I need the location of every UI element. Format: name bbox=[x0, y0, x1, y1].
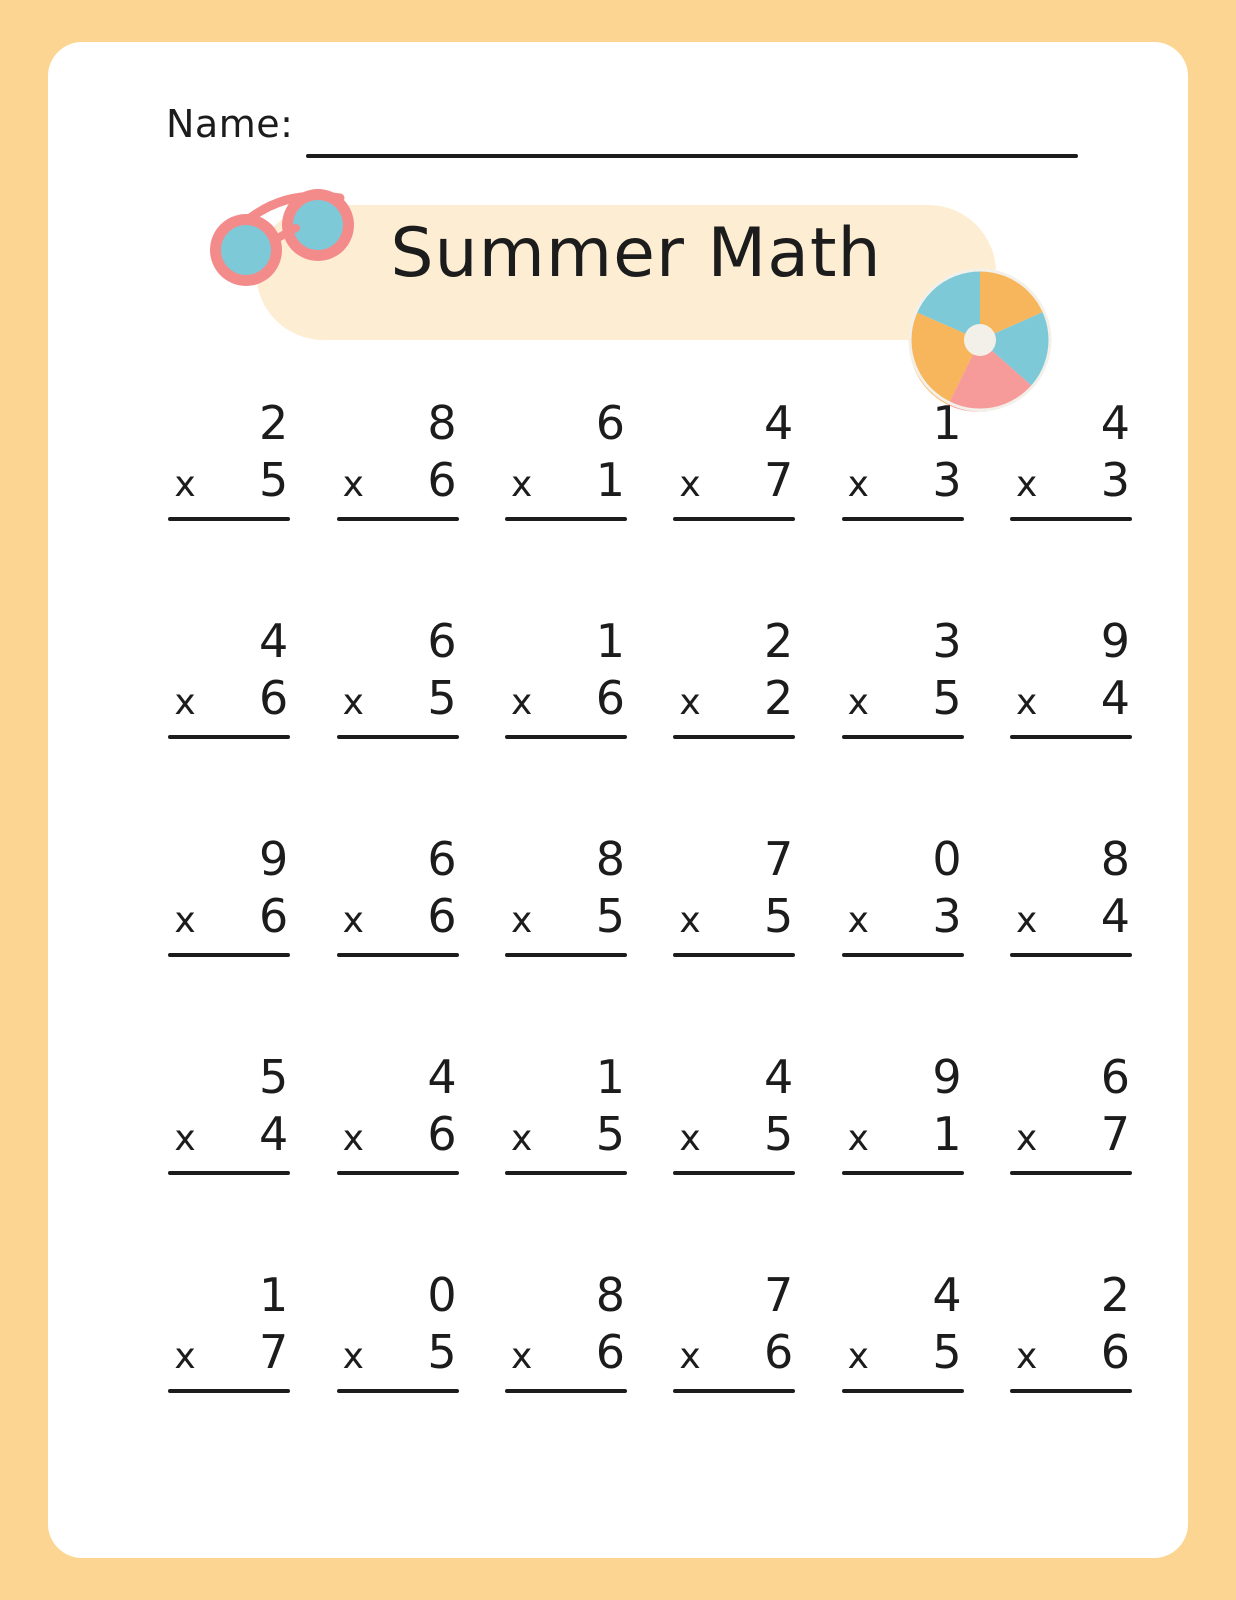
problem-top-number: 0 bbox=[427, 1268, 457, 1322]
problem-bottom-number: 7 bbox=[1100, 1107, 1130, 1161]
problem-top-number: 2 bbox=[1100, 1268, 1130, 1322]
problem-body bbox=[1010, 612, 1132, 739]
math-problem bbox=[649, 1266, 817, 1484]
problem-bottom-row bbox=[505, 452, 627, 513]
answer-line[interactable] bbox=[505, 517, 627, 521]
problem-bottom-number: 1 bbox=[595, 453, 625, 507]
problem-body bbox=[505, 1048, 627, 1175]
multiply-operator: x bbox=[174, 464, 196, 505]
problem-body bbox=[1010, 830, 1132, 957]
problem-bottom-row bbox=[337, 1324, 459, 1385]
problem-body bbox=[505, 394, 627, 521]
problem-bottom-number: 2 bbox=[764, 671, 794, 725]
problem-bottom-row bbox=[337, 452, 459, 513]
multiply-operator: x bbox=[679, 464, 701, 505]
problem-bottom-row bbox=[673, 452, 795, 513]
problem-bottom-row bbox=[1010, 670, 1132, 731]
answer-line[interactable] bbox=[673, 517, 795, 521]
multiply-operator: x bbox=[679, 1336, 701, 1377]
name-write-line[interactable] bbox=[306, 154, 1078, 158]
page-title: Summer Math bbox=[390, 214, 882, 293]
problem-top-number: 8 bbox=[1100, 832, 1130, 886]
multiply-operator: x bbox=[847, 1118, 869, 1159]
math-problem bbox=[481, 612, 649, 830]
problem-bottom-number: 6 bbox=[595, 1325, 625, 1379]
multiply-operator: x bbox=[510, 900, 533, 941]
answer-line[interactable] bbox=[337, 1389, 459, 1393]
problem-bottom-row bbox=[1010, 452, 1132, 513]
math-problem bbox=[649, 394, 817, 612]
answer-line[interactable] bbox=[168, 735, 290, 739]
multiply-operator: x bbox=[342, 900, 364, 941]
math-problem bbox=[986, 394, 1154, 612]
answer-line[interactable] bbox=[673, 735, 795, 739]
answer-line[interactable] bbox=[337, 517, 459, 521]
answer-line[interactable] bbox=[505, 1389, 627, 1393]
problem-bottom-row bbox=[1010, 1106, 1132, 1167]
problem-body bbox=[168, 1048, 290, 1175]
multiply-operator: x bbox=[342, 682, 364, 723]
math-problem bbox=[312, 1266, 480, 1484]
problem-top-number: 3 bbox=[932, 614, 962, 668]
problem-body bbox=[842, 394, 964, 521]
multiply-operator: x bbox=[510, 464, 533, 505]
problem-body bbox=[842, 1266, 964, 1393]
problem-bottom-row bbox=[337, 888, 459, 949]
multiply-operator: x bbox=[1015, 1118, 1038, 1159]
problem-bottom-number: 5 bbox=[595, 1107, 625, 1161]
math-problem bbox=[817, 612, 985, 830]
problem-bottom-row bbox=[168, 1106, 290, 1167]
problem-bottom-row bbox=[842, 1324, 964, 1385]
problem-bottom-row bbox=[337, 1106, 459, 1167]
answer-line[interactable] bbox=[505, 953, 627, 957]
problem-bottom-row bbox=[168, 670, 290, 731]
multiply-operator: x bbox=[1015, 900, 1038, 941]
problem-top-number: 9 bbox=[932, 1050, 962, 1104]
problem-bottom-row bbox=[168, 452, 290, 513]
problem-bottom-number: 3 bbox=[932, 889, 962, 943]
problem-top-number: 6 bbox=[427, 832, 457, 886]
problem-body bbox=[337, 612, 459, 739]
problem-body bbox=[673, 1266, 795, 1393]
problem-top-number: 9 bbox=[259, 832, 289, 886]
problem-body bbox=[505, 830, 627, 957]
math-problem bbox=[144, 1048, 312, 1266]
multiply-operator: x bbox=[679, 1118, 701, 1159]
problem-top-number: 6 bbox=[427, 614, 457, 668]
problem-body bbox=[842, 1048, 964, 1175]
answer-line[interactable] bbox=[1010, 735, 1132, 739]
math-problem bbox=[144, 612, 312, 830]
problem-body bbox=[505, 1266, 627, 1393]
problem-top-number: 8 bbox=[427, 396, 457, 450]
problem-body bbox=[673, 612, 795, 739]
problem-body bbox=[673, 1048, 795, 1175]
math-problem bbox=[986, 1048, 1154, 1266]
problem-bottom-row bbox=[673, 888, 795, 949]
problem-bottom-number: 5 bbox=[427, 671, 457, 725]
multiply-operator: x bbox=[174, 682, 196, 723]
multiply-operator: x bbox=[1015, 682, 1038, 723]
problem-bottom-number: 4 bbox=[1100, 889, 1130, 943]
problem-top-number: 9 bbox=[1100, 614, 1130, 668]
math-problem bbox=[481, 830, 649, 1048]
problem-body bbox=[337, 1048, 459, 1175]
problem-body bbox=[505, 612, 627, 739]
math-problem bbox=[986, 830, 1154, 1048]
answer-line[interactable] bbox=[673, 1389, 795, 1393]
problem-bottom-number: 1 bbox=[932, 1107, 962, 1161]
problem-bottom-number: 3 bbox=[1100, 453, 1130, 507]
problem-bottom-number: 6 bbox=[427, 453, 457, 507]
problem-top-number: 6 bbox=[1100, 1050, 1130, 1104]
problem-top-number: 1 bbox=[595, 1050, 625, 1104]
math-problem bbox=[481, 1048, 649, 1266]
problem-bottom-row bbox=[842, 888, 964, 949]
problem-bottom-number: 6 bbox=[427, 1107, 457, 1161]
problem-top-number: 1 bbox=[259, 1268, 289, 1322]
answer-line[interactable] bbox=[1010, 1171, 1132, 1175]
answer-line[interactable] bbox=[168, 953, 290, 957]
problem-top-number: 6 bbox=[595, 396, 625, 450]
answer-line[interactable] bbox=[842, 517, 964, 521]
problem-bottom-row bbox=[1010, 1324, 1132, 1385]
problem-top-number: 4 bbox=[427, 1050, 457, 1104]
math-problem bbox=[144, 830, 312, 1048]
answer-line[interactable] bbox=[168, 1389, 290, 1393]
multiply-operator: x bbox=[679, 900, 701, 941]
math-problem bbox=[817, 394, 985, 612]
answer-line[interactable] bbox=[168, 1171, 290, 1175]
multiply-operator: x bbox=[847, 900, 869, 941]
problem-body bbox=[168, 1266, 290, 1393]
math-problem bbox=[649, 830, 817, 1048]
problem-bottom-number: 6 bbox=[259, 889, 289, 943]
problem-bottom-row bbox=[842, 452, 964, 513]
problem-bottom-number: 6 bbox=[595, 671, 625, 725]
problem-top-number: 4 bbox=[1100, 396, 1130, 450]
problem-bottom-number: 6 bbox=[427, 889, 457, 943]
math-problem bbox=[312, 612, 480, 830]
multiply-operator: x bbox=[342, 464, 364, 505]
problem-body bbox=[1010, 1048, 1132, 1175]
problem-body bbox=[168, 394, 290, 521]
problem-bottom-number: 5 bbox=[932, 671, 962, 725]
problem-bottom-number: 5 bbox=[932, 1325, 962, 1379]
problem-body bbox=[337, 394, 459, 521]
math-problem bbox=[481, 394, 649, 612]
problem-top-number: 1 bbox=[932, 396, 962, 450]
problem-top-number: 7 bbox=[764, 832, 794, 886]
name-label: Name: bbox=[166, 102, 294, 146]
problem-bottom-number: 5 bbox=[595, 889, 625, 943]
problem-body bbox=[337, 1266, 459, 1393]
problem-bottom-row bbox=[168, 888, 290, 949]
math-problem bbox=[817, 1048, 985, 1266]
answer-line[interactable] bbox=[1010, 517, 1132, 521]
problem-top-number: 0 bbox=[932, 832, 962, 886]
problem-bottom-row bbox=[673, 670, 795, 731]
multiply-operator: x bbox=[679, 682, 701, 723]
problem-body bbox=[1010, 1266, 1132, 1393]
problem-bottom-row bbox=[505, 670, 627, 731]
problem-bottom-number: 5 bbox=[259, 453, 289, 507]
answer-line[interactable] bbox=[673, 953, 795, 957]
answer-line[interactable] bbox=[337, 1171, 459, 1175]
problem-top-number: 8 bbox=[595, 1268, 625, 1322]
problem-bottom-row bbox=[1010, 888, 1132, 949]
answer-line[interactable] bbox=[673, 1171, 795, 1175]
multiply-operator: x bbox=[1015, 1336, 1038, 1377]
problem-bottom-row bbox=[505, 888, 627, 949]
answer-line[interactable] bbox=[842, 1171, 964, 1175]
answer-line[interactable] bbox=[168, 517, 290, 521]
math-problem bbox=[649, 612, 817, 830]
multiply-operator: x bbox=[174, 1118, 196, 1159]
problem-top-number: 2 bbox=[764, 614, 794, 668]
problem-bottom-row bbox=[842, 1106, 964, 1167]
problem-body bbox=[842, 830, 964, 957]
problem-bottom-row bbox=[505, 1106, 627, 1167]
problem-body bbox=[673, 830, 795, 957]
problem-top-number: 4 bbox=[932, 1268, 962, 1322]
problem-top-number: 8 bbox=[595, 832, 625, 886]
problem-bottom-row bbox=[337, 670, 459, 731]
answer-line[interactable] bbox=[337, 735, 459, 739]
math-problem bbox=[481, 1266, 649, 1484]
problem-bottom-number: 7 bbox=[259, 1325, 289, 1379]
problem-top-number: 5 bbox=[259, 1050, 289, 1104]
math-problem bbox=[817, 1266, 985, 1484]
multiply-operator: x bbox=[174, 1336, 196, 1377]
answer-line[interactable] bbox=[842, 1389, 964, 1393]
answer-line[interactable] bbox=[1010, 953, 1132, 957]
multiply-operator: x bbox=[510, 1118, 533, 1159]
problem-bottom-number: 5 bbox=[764, 889, 794, 943]
problem-bottom-number: 4 bbox=[1100, 671, 1130, 725]
problem-top-number: 4 bbox=[764, 1050, 794, 1104]
math-problem bbox=[986, 1266, 1154, 1484]
name-field-row bbox=[166, 94, 1066, 166]
multiply-operator: x bbox=[847, 464, 869, 505]
problem-body bbox=[673, 394, 795, 521]
problem-bottom-number: 4 bbox=[259, 1107, 289, 1161]
math-problem bbox=[312, 1048, 480, 1266]
problem-top-number: 4 bbox=[259, 614, 289, 668]
problem-top-number: 2 bbox=[259, 396, 289, 450]
math-problem bbox=[144, 1266, 312, 1484]
answer-line[interactable] bbox=[842, 735, 964, 739]
problem-bottom-row bbox=[673, 1106, 795, 1167]
answer-line[interactable] bbox=[1010, 1389, 1132, 1393]
answer-line[interactable] bbox=[842, 953, 964, 957]
math-problem bbox=[649, 1048, 817, 1266]
problems-grid bbox=[144, 394, 1154, 1484]
math-problem bbox=[817, 830, 985, 1048]
problem-top-number: 4 bbox=[764, 396, 794, 450]
problem-bottom-number: 6 bbox=[1100, 1325, 1130, 1379]
problem-top-number: 7 bbox=[764, 1268, 794, 1322]
problem-body bbox=[337, 830, 459, 957]
math-problem bbox=[312, 394, 480, 612]
multiply-operator: x bbox=[174, 900, 196, 941]
problem-bottom-number: 6 bbox=[259, 671, 289, 725]
math-problem bbox=[986, 612, 1154, 830]
problem-bottom-row bbox=[505, 1324, 627, 1385]
multiply-operator: x bbox=[342, 1336, 364, 1377]
answer-line[interactable] bbox=[505, 735, 627, 739]
problem-bottom-row bbox=[842, 670, 964, 731]
worksheet-page bbox=[48, 42, 1188, 1558]
problem-body bbox=[168, 830, 290, 957]
problem-bottom-number: 5 bbox=[764, 1107, 794, 1161]
multiply-operator: x bbox=[847, 1336, 869, 1377]
answer-line[interactable] bbox=[337, 953, 459, 957]
problem-body bbox=[842, 612, 964, 739]
multiply-operator: x bbox=[847, 682, 869, 723]
problem-bottom-number: 5 bbox=[427, 1325, 457, 1379]
problem-bottom-number: 3 bbox=[932, 453, 962, 507]
multiply-operator: x bbox=[510, 1336, 533, 1377]
problem-body bbox=[168, 612, 290, 739]
multiply-operator: x bbox=[1015, 464, 1038, 505]
problem-bottom-row bbox=[673, 1324, 795, 1385]
problem-top-number: 1 bbox=[595, 614, 625, 668]
answer-line[interactable] bbox=[505, 1171, 627, 1175]
problem-bottom-row bbox=[168, 1324, 290, 1385]
problem-bottom-number: 6 bbox=[764, 1325, 794, 1379]
problem-bottom-number: 7 bbox=[764, 453, 794, 507]
multiply-operator: x bbox=[342, 1118, 364, 1159]
problem-body bbox=[1010, 394, 1132, 521]
math-problem bbox=[144, 394, 312, 612]
math-problem bbox=[312, 830, 480, 1048]
multiply-operator: x bbox=[510, 682, 533, 723]
